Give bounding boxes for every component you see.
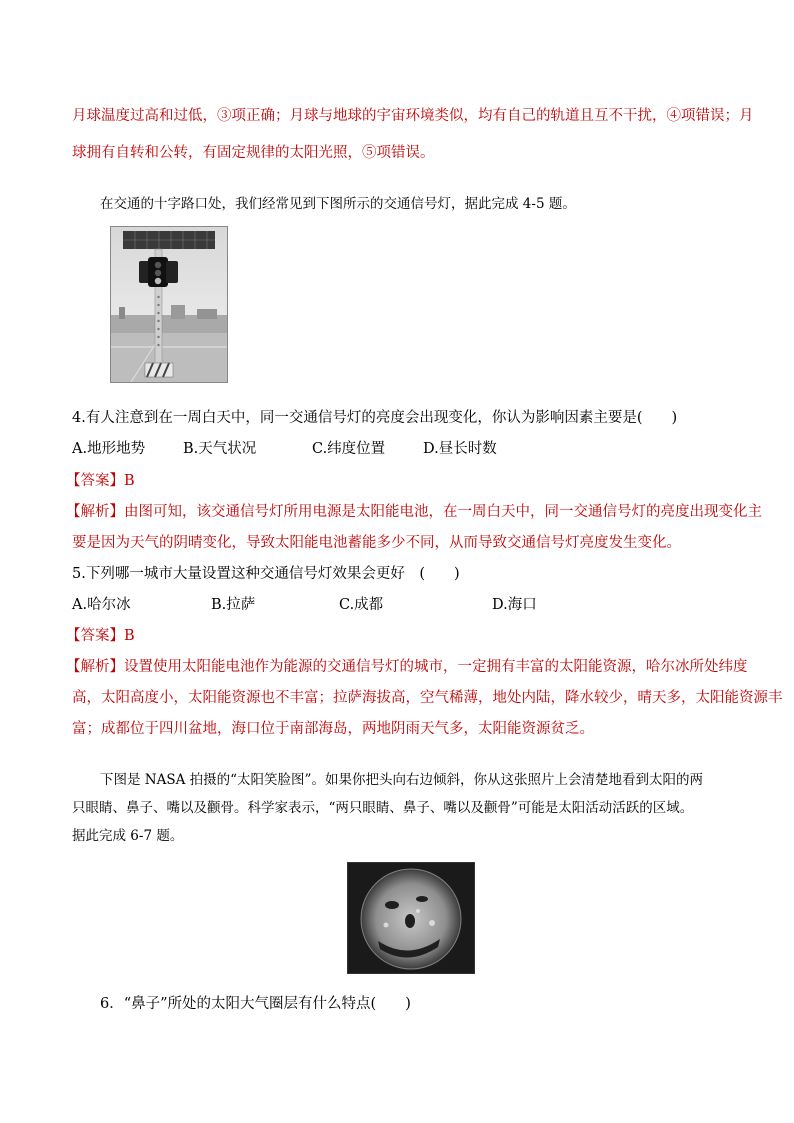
question-4-option-d: D.昼长时数 — [423, 441, 497, 457]
question-5-analysis-line-3: 富；成都位于四川盆地，海口位于南部海岛，两地阴雨天气多，太阳能资源贫乏。 — [72, 721, 594, 737]
question-4-analysis-line-2: 要是因为天气的阴晴变化，导致太阳能电池蓄能多少不同，从而导致交通信号灯亮度发生变化。 — [72, 535, 681, 551]
question-5-option-c: C.成都 — [339, 597, 384, 613]
intro-questions-4-5: 在交通的十字路口处，我们经常见到下图所示的交通信号灯，据此完成 4-5 题。 — [100, 196, 576, 212]
answer-tag: 【答案】 — [66, 473, 124, 489]
answer-value: B — [124, 473, 135, 489]
question-5-stem: 5.下列哪一城市大量设置这种交通信号灯效果会更好 ( ) — [72, 566, 460, 582]
question-4-option-c: C.纬度位置 — [312, 441, 386, 457]
traffic-light-photo — [110, 226, 228, 383]
question-4-option-a: A.地形地势 — [72, 441, 146, 457]
sun-smiley-photo — [347, 862, 475, 974]
sun-illustration — [348, 863, 474, 973]
question-5-answer — [66, 626, 135, 646]
question-4-analysis-line-1 — [66, 502, 762, 522]
question-4-stem: 4.有人注意到在一周白天中，同一交通信号灯的亮度会出现变化，你认为影响因素主要是( ) — [72, 410, 678, 426]
question-5-analysis-line-2: 高，太阳高度小，太阳能资源也不丰富；拉萨海拔高，空气稀薄，地处内陆，降水较少，晴天多，太阳能资源丰 — [72, 690, 783, 706]
analysis-text: 设置使用太阳能电池作为能源的交通信号灯的城市，一定拥有丰富的太阳能资源，哈尔冰所处纬度 — [124, 659, 748, 675]
question-4-answer — [66, 471, 135, 491]
question-4-option-b: B.天气状况 — [183, 441, 257, 457]
analysis-text: 由图可知，该交通信号灯所用电源是太阳能电池，在一周白天中，同一交通信号灯的亮度出现变化主 — [124, 504, 762, 520]
intro-questions-6-7-line-2: 只眼睛、鼻子、嘴以及颧骨。科学家表示，“两只眼睛、鼻子、嘴以及颧骨”可能是太阳活动活跃的区域。 — [72, 800, 694, 816]
intro-questions-6-7-line-3: 据此完成 6-7 题。 — [72, 828, 184, 844]
question-6-stem: 6．“鼻子”所处的太阳大气圈层有什么特点( ) — [100, 996, 411, 1012]
question-5-analysis-line-1 — [66, 657, 748, 677]
question-5-option-b: B.拉萨 — [211, 597, 256, 613]
question-5-option-d: D.海口 — [492, 597, 537, 613]
intro-questions-6-7-line-1: 下图是 NASA 拍摄的“太阳笑脸图”。如果你把头向右边倾斜，你从这张照片上会清楚地看到太阳的两 — [100, 772, 703, 788]
analysis-tag: 【解析】 — [66, 659, 124, 675]
question-5-option-a: A.哈尔冰 — [72, 597, 131, 613]
analysis-tag: 【解析】 — [66, 504, 124, 520]
prev-explanation-line-1: 月球温度过高和过低，③项正确；月球与地球的宇宙环境类似，均有自己的轨道且互不干扰，④项错误；月 — [72, 108, 754, 124]
answer-value: B — [124, 628, 135, 644]
answer-tag: 【答案】 — [66, 628, 124, 644]
prev-explanation-line-2: 球拥有自转和公转，有固定规律的太阳光照，⑤项错误。 — [72, 145, 435, 161]
traffic-light-illustration — [111, 227, 227, 382]
